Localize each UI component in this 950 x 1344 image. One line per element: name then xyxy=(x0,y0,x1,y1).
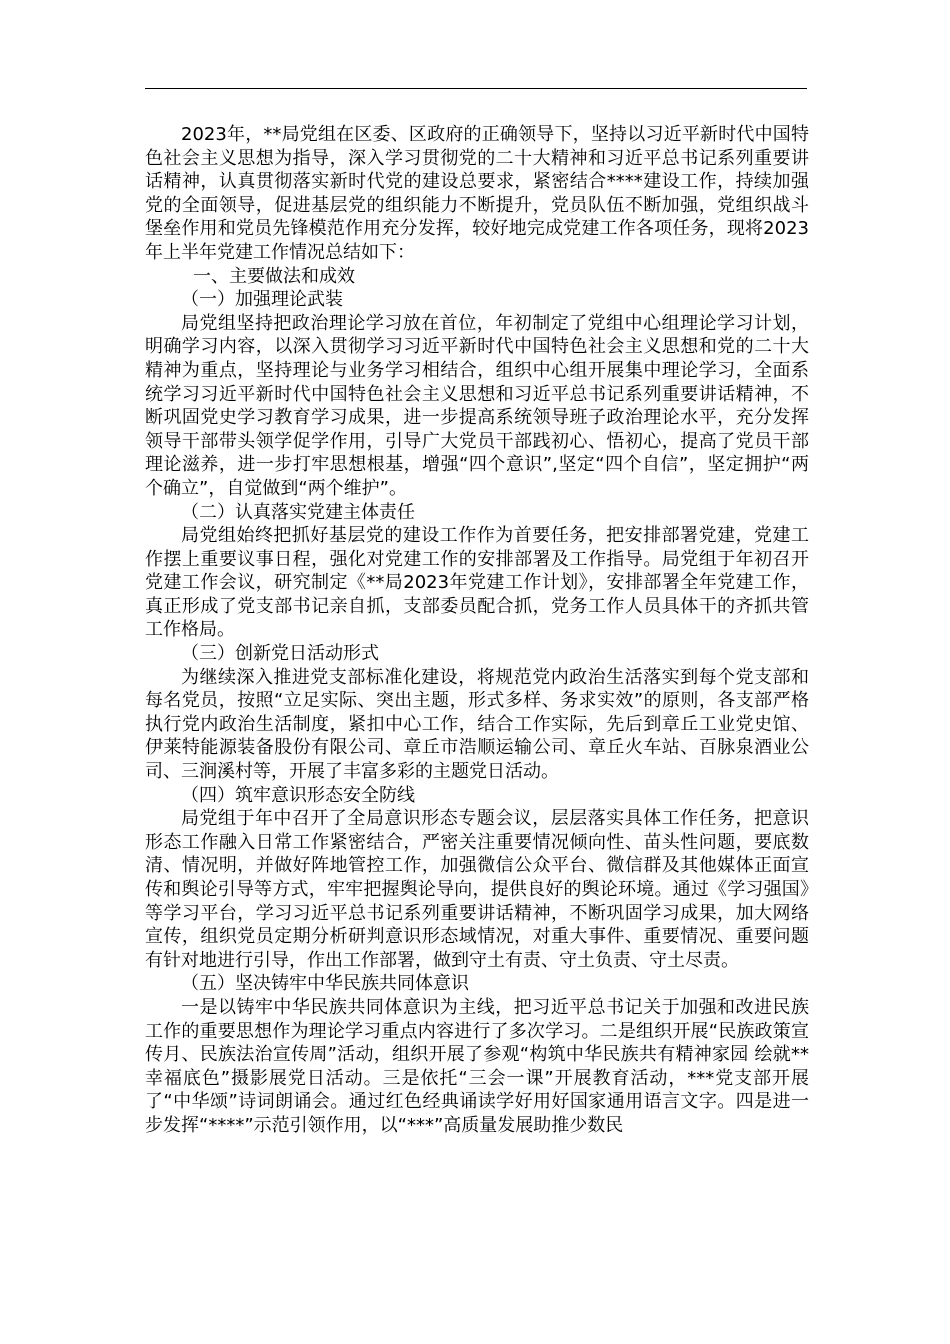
subsection-heading-2: （二）认真落实党建主体责任 xyxy=(181,501,415,523)
subsection-body-2: 局党组始终把抓好基层党的建设工作作为首要任务，把安排部署党建，党建工作摆上重要议事日程，强化对党建工作的安排部署及工作指导。局党组于年初召开党建工作会议，研究制定《**局2023年党建工作计划》，安排部署全年党建工作，真正形成了党支部书记亲自抓，支部委员配合抓，党务工作人员具体干的齐抓共管工作格局。 xyxy=(145,525,809,641)
header-rule xyxy=(145,88,807,89)
subsection-heading-4: （四）筑牢意识形态安全防线 xyxy=(181,784,415,806)
subsection-body-3: 为继续深入推进党支部标准化建设，将规范党内政治生活落实到每个党支部和每名党员，按照“立足实际、突出主题，形式多样、务求实效”的原则，各支部严格执行党内政治生活制度，紧扣中心工作，结合工作实际，先后到章丘工业党史馆、伊莱特能源装备股份有限公司、章丘市浩顺运输公司、章丘火车站、百脉泉酒业公司、三涧溪村等，开展了丰富多彩的主题党日活动。 xyxy=(145,666,809,783)
document-body xyxy=(145,123,809,1138)
intro-paragraph: 2023年，**局党组在区委、区政府的正确领导下，坚持以习近平新时代中国特色社会主义思想为指导，深入学习贯彻党的二十大精神和习近平总书记系列重要讲话精神，认真贯彻落实新时代党的建设总要求，紧密结合****建设工作，持续加强党的全面领导，促进基层党的组织能力不断提升，党员队伍不断加强，党组织战斗堡垒作用和党员先锋模范作用充分发挥，较好地完成党建工作各项任务，现将2023年上半年党建工作情况总结如下： xyxy=(145,124,809,263)
subsection-body-5: 一是以铸牢中华民族共同体意识为主线，把习近平总书记关于加强和改进民族工作的重要思想作为理论学习重点内容进行了多次学习。二是组织开展“民族政策宣传月、民族法治宣传周”活动，组织开展了参观“构筑中华民族共有精神家园 绘就**幸福底色”摄影展党日活动。三是依托“三会一课”开展教育活动，***党支部开展了“中华颂”诗词朗诵会。通过红色经典诵读学好用好国家通用语言文字。四是进一步发挥“****”示范引领作用，以“***”高质量发展助推少数民 xyxy=(145,996,809,1136)
subsection-body-1: 局党组坚持把政治理论学习放在首位，年初制定了党组中心组理论学习计划，明确学习内容，以深入贯彻学习习近平新时代中国特色社会主义思想和党的二十大精神为重点，坚持理论与业务学习相结合，组织中心组开展集中理论学习，全面系统学习习近平新时代中国特色社会主义思想和习近平总书记系列重要讲话精神，不断巩固党史学习教育学习成果，进一步提高系统领导班子政治理论水平，充分发挥领导干部带头领学促学作用，引导广大党员干部践初心、悟初心，提高了党员干部理论滋养，进一步打牢思想根基，增强“四个意识”,坚定“四个自信”，坚定拥护“两个确立”，自觉做到“两个维护”。 xyxy=(145,312,809,499)
subsection-heading-1: （一）加强理论武装 xyxy=(181,289,343,311)
subsection-body-4: 局党组于年中召开了全局意识形态专题会议，层层落实具体工作任务，把意识形态工作融入日常工作紧密结合，严密关注重要情况倾向性、苗头性问题，要底数清、情况明，并做好阵地管控工作，加强微信公众平台、微信群及其他媒体正面宣传和舆论引导等方式，牢牢把握舆论导向，提供良好的舆论环境。通过《学习强国》等学习平台，学习习近平总书记系列重要讲话精神，不断巩固学习成果，加大网络宣传，组织党员定期分析研判意识形态域情况，对重大事件、重要情况、重要问题有针对地进行引导，作出工作部署，做到守土有责、守土负责、守土尽责。 xyxy=(145,808,809,971)
section-heading-main: 一、主要做法和成效 xyxy=(193,265,355,287)
subsection-heading-3: （三）创新党日活动形式 xyxy=(181,643,379,665)
subsection-heading-5: （五）坚决铸牢中华民族共同体意识 xyxy=(181,973,469,995)
